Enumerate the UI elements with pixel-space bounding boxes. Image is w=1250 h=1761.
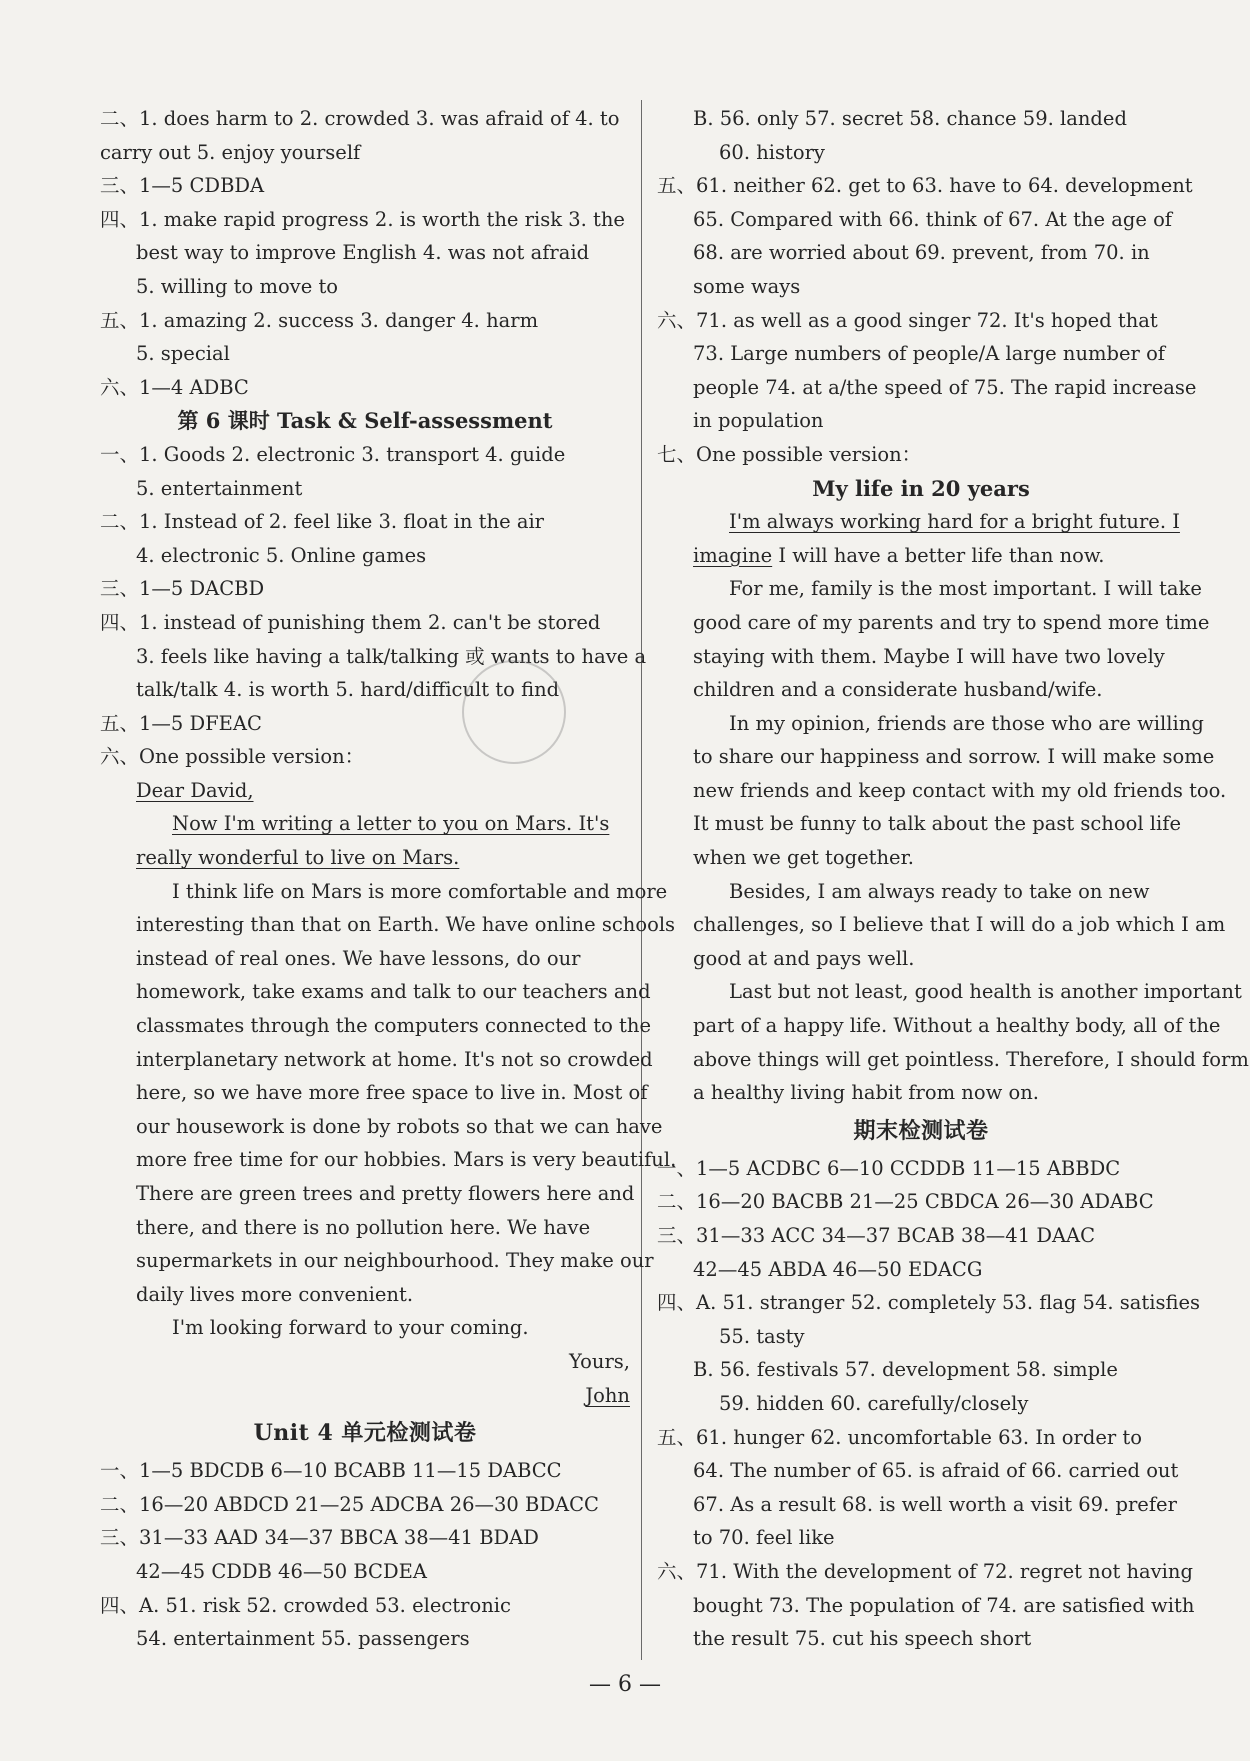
essay-line: children and a considerate husband/wife. — [693, 678, 1103, 702]
answer-line: best way to improve English 4. was not afraid — [136, 241, 590, 265]
right-column — [657, 102, 1249, 1656]
letter-salutation: Dear David, — [136, 778, 254, 802]
answer-line: talk/talk 4. is worth 5. hard/difficult to find — [136, 678, 560, 702]
section-heading-unit4: Unit 4 单元检测试卷 — [253, 1420, 477, 1447]
letter-line: I'm looking forward to your coming. — [172, 1316, 529, 1340]
letter-line: there, and there is no pollution here. We have — [136, 1215, 591, 1239]
left-column — [100, 102, 677, 1656]
letter-line: interplanetary network at home. It's not so crowded — [136, 1047, 653, 1071]
answer-line: 68. are worried about 69. prevent, from 70. in — [693, 241, 1150, 265]
answer-line: 一、1—5 ACDBC 6—10 CCDDB 11—15 ABBDC — [657, 1156, 1121, 1180]
essay-line: In my opinion, friends are those who are willing — [729, 711, 1204, 735]
answer-line: 三、1—5 DACBD — [100, 577, 265, 601]
answer-line: 四、A. 51. stranger 52. completely 53. flag 54. satisfies — [657, 1291, 1201, 1315]
answer-line: 六、71. as well as a good singer 72. It's hoped that — [657, 308, 1158, 332]
answer-line: 59. hidden 60. carefully/closely — [719, 1391, 1029, 1415]
answer-line: B. 56. festivals 57. development 58. simple — [693, 1358, 1118, 1382]
answer-line: 五、61. neither 62. get to 63. have to 64. development — [657, 174, 1193, 198]
answer-line: 二、16—20 ABDCD 21—25 ADCBA 26—30 BDACC — [100, 1492, 599, 1516]
answer-line: 5. special — [136, 342, 230, 366]
answer-line: 三、1—5 CDBDA — [100, 174, 265, 198]
letter-line: daily lives more convenient. — [136, 1282, 414, 1306]
letter-line: interesting than that on Earth. We have online schools — [136, 913, 676, 937]
letter-line: here, so we have more free space to live in. Most of — [136, 1081, 648, 1105]
answer-line: 3. feels like having a talk/talking 或 wants to have a — [136, 644, 647, 668]
answer-line: B. 56. only 57. secret 58. chance 59. landed — [693, 107, 1127, 130]
essay-line: to share our happiness and sorrow. I will make some — [693, 745, 1215, 769]
essay-line: staying with them. Maybe I will have two lovely — [693, 644, 1165, 668]
answer-line: 四、1. make rapid progress 2. is worth the risk 3. the — [100, 207, 625, 231]
answer-line: 六、One possible version： — [100, 745, 365, 769]
answer-line: 42—45 CDDB 46—50 BCDEA — [136, 1559, 427, 1583]
answer-line: 五、61. hunger 62. uncomfortable 63. In order to — [657, 1425, 1142, 1449]
letter-line: There are green trees and pretty flowers here and — [136, 1182, 635, 1205]
essay-line: a healthy living habit from now on. — [693, 1081, 1039, 1105]
letter-line: really wonderful to live on Mars. — [136, 846, 460, 870]
letter-line: I think life on Mars is more comfortable and more — [172, 879, 668, 903]
essay-title: My life in 20 years — [812, 475, 1030, 501]
essay-line: For me, family is the most important. I will take — [729, 577, 1202, 601]
answer-line: 4. electronic 5. Online games — [136, 543, 427, 567]
answer-line: 65. Compared with 66. think of 67. At the age of — [693, 207, 1173, 231]
watermark-stamp — [462, 660, 566, 764]
answer-line: 六、71. With the development of 72. regret not having — [657, 1559, 1193, 1583]
essay-line: above things will get pointless. Therefore, I should form — [693, 1047, 1249, 1071]
essay-line: challenges, so I believe that I will do a job which I am — [693, 913, 1226, 937]
page-number: — 6 — — [589, 1672, 661, 1697]
essay-line: Besides, I am always ready to take on new — [729, 879, 1150, 903]
answer-line: 二、1. Instead of 2. feel like 3. float in the air — [100, 510, 544, 534]
answer-line: 5. entertainment — [136, 476, 303, 500]
answer-line: 67. As a result 68. is well worth a visit 69. prefer — [693, 1492, 1177, 1516]
answer-line: in population — [693, 409, 824, 433]
letter-line: classmates through the computers connected to the — [136, 1014, 651, 1038]
answer-line: bought 73. The population of 74. are satisfied with — [693, 1593, 1195, 1617]
answer-line: to 70. feel like — [693, 1526, 835, 1550]
answer-line: 四、A. 51. risk 52. crowded 53. electronic — [100, 1593, 511, 1617]
essay-line: It must be funny to talk about the past school life — [693, 812, 1182, 836]
answer-line: 四、1. instead of punishing them 2. can't be stored — [100, 610, 601, 634]
answer-line: 一、1—5 BDCDB 6—10 BCABB 11—15 DABCC — [100, 1459, 562, 1483]
essay-line: new friends and keep contact with my old friends too. — [693, 778, 1227, 802]
answer-line: 二、1. does harm to 2. crowded 3. was afraid of 4. to — [100, 107, 620, 130]
answer-line: 六、1—4 ADBC — [100, 375, 249, 399]
answer-line: 三、31—33 AAD 34—37 BBCA 38—41 BDAD — [100, 1526, 539, 1550]
answer-line: carry out 5. enjoy yourself — [100, 140, 361, 164]
answer-line: 55. tasty — [719, 1324, 805, 1348]
section-heading-lesson6: 第 6 课时 Task & Self-assessment — [177, 408, 553, 434]
answer-line: 七、One possible version： — [657, 442, 922, 466]
answer-line: 54. entertainment 55. passengers — [136, 1627, 470, 1651]
essay-line: when we get together. — [693, 846, 914, 870]
letter-closing: Yours, — [568, 1349, 630, 1373]
answer-line: 三、31—33 ACC 34—37 BCAB 38—41 DAAC — [657, 1224, 1096, 1247]
essay-line: I'm always working hard for a bright future. I — [729, 510, 1180, 534]
letter-line: Now I'm writing a letter to you on Mars. It's — [172, 812, 610, 836]
letter-line: instead of real ones. We have lessons, do our — [136, 946, 581, 970]
letter-line: more free time for our hobbies. Mars is very beautiful. — [136, 1148, 677, 1172]
essay-line: good at and pays well. — [693, 946, 915, 970]
essay-underlined-word: imagine — [693, 543, 773, 567]
letter-line: our housework is done by robots so that we can have — [136, 1114, 663, 1138]
answer-line: 60. history — [719, 140, 825, 164]
answer-line: 73. Large numbers of people/A large number of — [693, 342, 1166, 366]
answer-line: 64. The number of 65. is afraid of 66. carried out — [693, 1459, 1179, 1483]
answer-line: 42—45 ABDA 46—50 EDACG — [693, 1257, 983, 1281]
section-heading-final-test: 期末检测试卷 — [853, 1117, 989, 1144]
essay-line: good care of my parents and try to spend more time — [693, 610, 1210, 634]
essay-line: Last but not least, good health is another important — [729, 980, 1242, 1004]
answer-line: some ways — [693, 274, 801, 298]
essay-line-tail: I will have a better life than now. — [772, 543, 1105, 567]
letter-line: supermarkets in our neighbourhood. They make our — [136, 1249, 654, 1273]
essay-line — [657, 539, 1185, 573]
answer-line: the result 75. cut his speech short — [693, 1627, 1032, 1651]
essay-line: part of a happy life. Without a healthy body, all of the — [693, 1014, 1221, 1038]
letter-signature: John — [585, 1383, 630, 1407]
answer-line: people 74. at a/the speed of 75. The rapid increase — [693, 375, 1197, 399]
letter-line: homework, take exams and talk to our teachers and — [136, 980, 651, 1004]
answer-line: 一、1. Goods 2. electronic 3. transport 4. guide — [100, 442, 566, 466]
answer-line: 5. willing to move to — [136, 274, 339, 298]
answer-line: 二、16—20 BACBB 21—25 CBDCA 26—30 ADABC — [657, 1190, 1154, 1214]
answer-line: 五、1. amazing 2. success 3. danger 4. harm — [100, 308, 539, 332]
answer-line: 五、1—5 DFEAC — [100, 711, 262, 735]
